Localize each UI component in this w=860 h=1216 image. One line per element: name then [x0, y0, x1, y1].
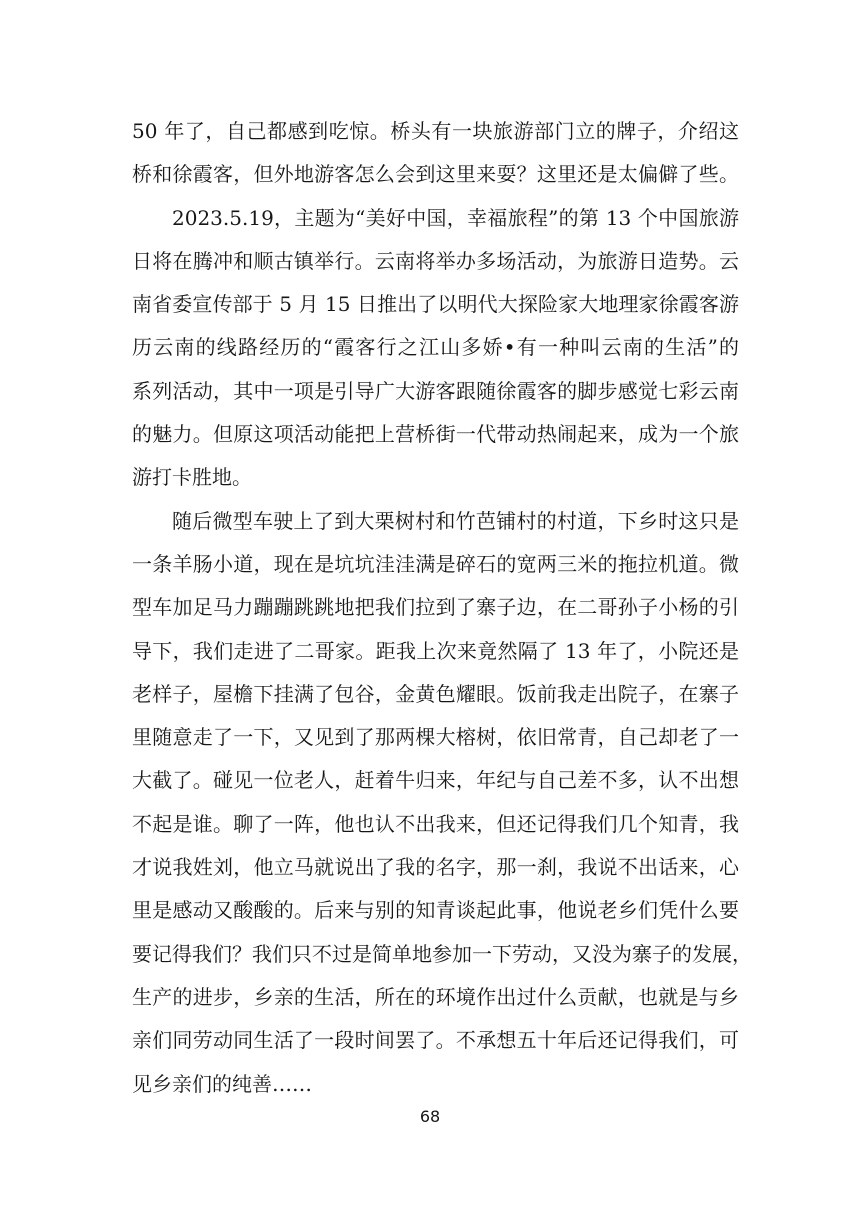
body-text: [132, 110, 752, 1106]
text-line: 50 年了，自己都感到吃惊。桥头有一块旅游部门立的牌子，介绍这: [132, 119, 739, 143]
text-line: 里随意走了一下，又见到了那两棵大榕树，依旧常青，自己却老了一: [132, 725, 739, 750]
text-line: 南省委宣传部于 5 月 15 日推出了以明代大探险家大地理家徐霞客游: [132, 292, 739, 317]
text-line: 见乡亲们的纯善……: [132, 1071, 312, 1096]
text-line: 亲们同劳动同生活了一段时间罢了。不承想五十年后还记得我们，可: [132, 1028, 739, 1053]
text-line: 游打卡胜地。: [132, 465, 252, 490]
paragraph-1: [132, 110, 739, 197]
text-line: 历云南的线路经历的“霞客行之江山多娇•有一种叫云南的生活”的: [132, 335, 739, 360]
text-line: 不起是谁。聊了一阵，他也认不出我来，但还记得我们几个知青，我: [132, 811, 739, 836]
text-line: 老样子，屋檐下挂满了包谷，金黄色耀眼。饭前我走出院子，在寨子: [132, 681, 739, 706]
text-line: 一条羊肠小道，现在是坑坑洼洼满是碎石的宽两三米的拖拉机道。微: [132, 551, 739, 576]
text-line: 大截了。碰见一位老人，赶着牛归来，年纪与自己差不多，认不出想: [132, 768, 739, 793]
text-line: 才说我姓刘，他立马就说出了我的名字，那一刹，我说不出话来，心: [132, 855, 739, 880]
text-line: 型车加足马力蹦蹦跳跳地把我们拉到了寨子边，在二哥孙子小杨的引: [132, 595, 739, 620]
text-line: 系列活动，其中一项是引导广大游客跟随徐霞客的脚步感觉七彩云南: [132, 378, 739, 403]
text-line: 要记得我们？我们只不过是简单地参加一下劳动，又没为寨子的发展，: [132, 941, 752, 966]
text-line: 的魅力。但原这项活动能把上营桥街一代带动热闹起来，成为一个旅: [132, 422, 739, 447]
text-line: 2023.5.19，主题为“美好中国，幸福旅程”的第 13 个中国旅游: [172, 205, 739, 230]
text-line: 桥和徐霞客，但外地游客怎么会到这里来耍？这里还是太偏僻了些。: [132, 162, 739, 187]
text-line: 生产的进步，乡亲的生活，所在的环境作出过什么贡献，也就是与乡: [132, 984, 739, 1009]
text-line: 日将在腾冲和顺古镇举行。云南将举办多场活动，为旅游日造势。云: [132, 248, 739, 273]
text-line: 里是感动又酸酸的。后来与别的知青谈起此事，他说老乡们凭什么要: [132, 898, 739, 923]
page-number: 68: [419, 1107, 441, 1126]
paragraph-2: [132, 197, 739, 500]
text-line: 随后微型车驶上了到大栗树村和竹芭铺村的村道，下乡时这只是: [172, 508, 739, 533]
text-line: 导下，我们走进了二哥家。距我上次来竟然隔了 13 年了，小院还是: [132, 638, 739, 663]
paragraph-3: [132, 500, 752, 1106]
